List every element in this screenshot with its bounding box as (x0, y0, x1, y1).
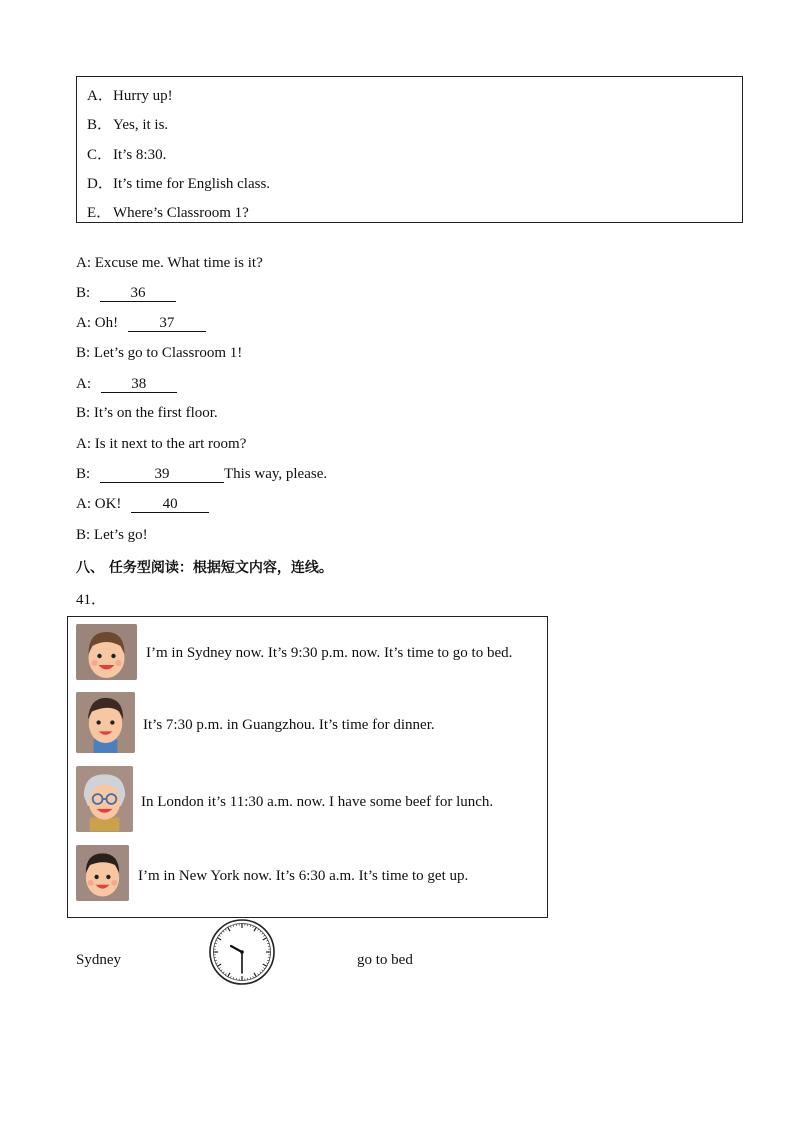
option-b (87, 113, 168, 134)
dialogue-line (76, 527, 148, 544)
answer-blank-38[interactable]: 38 (101, 376, 177, 393)
option-letter: A． (87, 88, 113, 104)
task-text: I’m in Sydney now. It’s 9:30 p.m. now. It’s time to go to bed. (146, 645, 513, 661)
option-text: It’s time for English class. (113, 176, 271, 192)
dialogue-line (76, 345, 242, 362)
dialogue-text: B: It’s on the first floor. (76, 405, 218, 421)
option-text: Where’s Classroom 1? (113, 205, 249, 221)
match-activity: go to bed (357, 952, 413, 968)
option-letter: C． (87, 147, 113, 163)
answer-blank-36[interactable]: 36 (100, 285, 176, 302)
answer-blank-39[interactable]: 39 (100, 466, 224, 483)
task-text: It’s 7:30 p.m. in Guangzhou. It’s time for dinner. (143, 717, 435, 733)
grandpa-glasses-avatar-image (76, 766, 133, 832)
answer-blank-37[interactable]: 37 (128, 315, 206, 332)
option-letter: D． (87, 176, 113, 192)
clock-icon (206, 917, 278, 987)
clock-face (206, 917, 278, 987)
option-text: Hurry up! (113, 88, 173, 104)
dialogue-text: A: Is it next to the art room? (76, 436, 247, 452)
boy-brown-hair-avatar-image (76, 624, 137, 680)
dialogue-text: This way, please. (223, 466, 328, 482)
dialogue-line (76, 405, 218, 422)
option-letter: B． (87, 117, 113, 133)
dialogue-line (76, 255, 263, 272)
dialogue-line (76, 285, 176, 302)
option-letter: E． (87, 205, 112, 221)
option-e (87, 201, 249, 222)
section-heading: 八、 任务型阅读：根据短文内容，连线。 (76, 560, 333, 576)
answer-blank-40[interactable]: 40 (131, 496, 209, 513)
task-text: I’m in New York now. It’s 6:30 a.m. It’s time to get up. (138, 868, 469, 884)
option-a (87, 84, 173, 105)
dialogue-line (76, 315, 206, 332)
speaker: A: OK! (76, 496, 122, 512)
options-box (76, 76, 743, 223)
dialogue-line (76, 496, 209, 513)
dialogue-line (76, 436, 246, 453)
boy-brown-hair-avatar (76, 624, 137, 680)
match-place: Sydney (76, 952, 121, 968)
option-c (87, 143, 166, 164)
speaker: A: (76, 376, 91, 392)
speaker: B: (76, 285, 91, 301)
speaker: A: Oh! (76, 315, 119, 331)
grandpa-glasses-avatar (76, 766, 133, 832)
dialogue-line (76, 466, 327, 483)
task-box (67, 616, 548, 918)
boy-dark-hair-avatar (76, 692, 135, 753)
boy-black-hair-avatar-image (76, 845, 129, 901)
speaker: B: (76, 466, 91, 482)
question-number: 41． (76, 592, 107, 608)
dialogue-text: B: Let’s go! (76, 527, 148, 543)
boy-dark-hair-avatar-image (76, 692, 135, 753)
dialogue-text: A: Excuse me. What time is it? (76, 255, 263, 271)
task-text: In London it’s 11:30 a.m. now. I have some beef for lunch. (141, 794, 494, 810)
boy-black-hair-avatar (76, 845, 129, 901)
dialogue-text: B: Let’s go to Classroom 1! (76, 345, 243, 361)
option-text: It’s 8:30. (113, 147, 167, 163)
option-text: Yes, it is. (113, 117, 169, 133)
option-d (87, 172, 270, 193)
dialogue-line (76, 376, 177, 393)
